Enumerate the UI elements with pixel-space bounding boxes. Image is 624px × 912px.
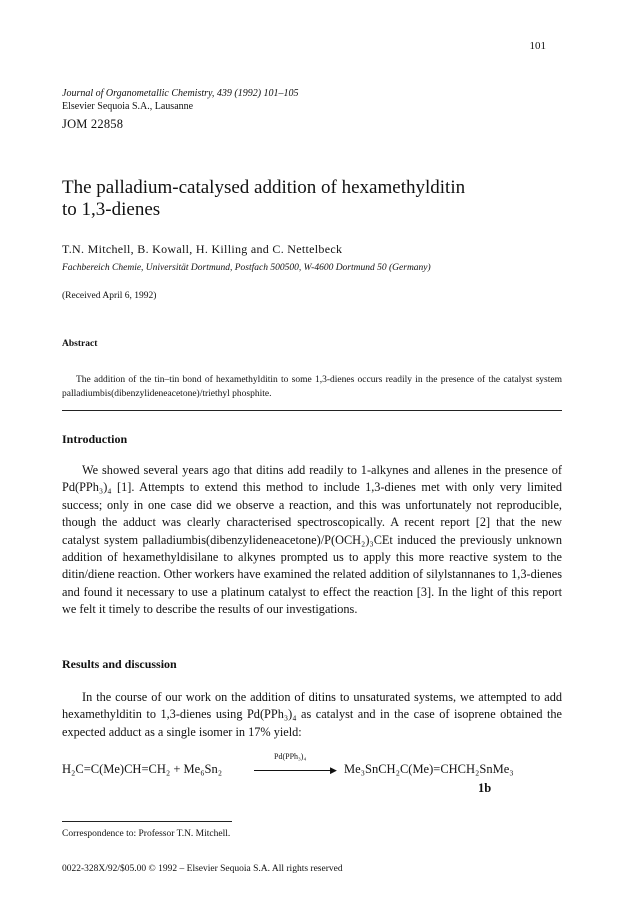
abstract-heading: Abstract <box>62 339 98 349</box>
equation-catalyst: Pd(PPh₃)₄ <box>274 752 307 761</box>
footnote-divider <box>62 821 232 822</box>
arrow-head-icon: ▶ <box>330 765 337 775</box>
affiliation: Fachbereich Chemie, Universität Dortmund, Postfach 500500, W-4600 Dortmund 50 (Germany) <box>62 263 431 273</box>
arrow-shaft <box>254 770 334 771</box>
authors: T.N. Mitchell, B. Kowall, H. Killing and C. Nettelbeck <box>62 242 343 256</box>
copyright-line: 0022-328X/92/$05.00 © 1992 – Elsevier Sequoia S.A. All rights reserved <box>62 864 343 874</box>
results-heading: Results and discussion <box>62 657 177 671</box>
journal-line: Journal of Organometallic Chemistry, 439 (1992) 101–105 <box>62 88 299 99</box>
title-line-2: to 1,3-dienes <box>62 199 161 220</box>
received-date: (Received April 6, 1992) <box>62 291 157 301</box>
introduction-text: We showed several years ago that ditins add readily to 1-alkynes and allenes in the presence of Pd(PPh₃)₄ [1]. Attempts to extend this method to include 1,3-dienes met with only very limited success; only in one case did we observe a reaction, and this was unfortunately not reproducible, though the adduct was clearly characterised spectroscopically. A recent report [2] that the new catalyst system palladiumbis(dibenzylideneacetone)/P(OCH₂)₃CEt induced the previously unknown addition of hexamethyldisilane to alkynes prompted us to apply this more reactive system to the ditin/diene reaction. Other workers have examined the related addition of silylstannanes to 1,3-dienes and found it necessary to use a platinum catalyst to effect the reaction [3]. In the light of this report we felt it timely to describe the results of our investigations. <box>62 463 562 617</box>
abstract-divider <box>62 410 562 411</box>
journal-citation <box>62 87 299 113</box>
compound-label: 1b <box>478 781 492 795</box>
page-number: 101 <box>529 40 546 52</box>
title-line-1: The palladium-catalysed addition of hexamethylditin <box>62 177 466 198</box>
publisher-line: Elsevier Sequoia S.A., Lausanne <box>62 101 194 112</box>
jom-id: JOM 22858 <box>62 117 124 131</box>
equation-product: Me₃SnCH₂C(Me)=CHCH₂SnMe₃ <box>344 762 514 776</box>
equation-reactants: H₂C=C(Me)CH=CH₂ + Me₆Sn₂ <box>62 762 223 776</box>
abstract-text: The addition of the tin–tin bond of hexamethylditin to some 1,3-dienes occurs readily in the presence of the catalyst system palladiumbis(dibenzylideneacetone)/triethyl phosphite. <box>62 375 562 399</box>
results-text: In the course of our work on the addition of ditins to unsaturated systems, we attempted to add hexamethylditin to 1,3-dienes using Pd(PPh₃)₄ as catalyst and in the case of isoprene obtained the expected adduct as a single isomer in 17% yield: <box>62 690 562 739</box>
correspondence-note: Correspondence to: Professor T.N. Mitchell. <box>62 829 231 839</box>
introduction-heading: Introduction <box>62 432 128 446</box>
paper-title <box>62 177 582 221</box>
